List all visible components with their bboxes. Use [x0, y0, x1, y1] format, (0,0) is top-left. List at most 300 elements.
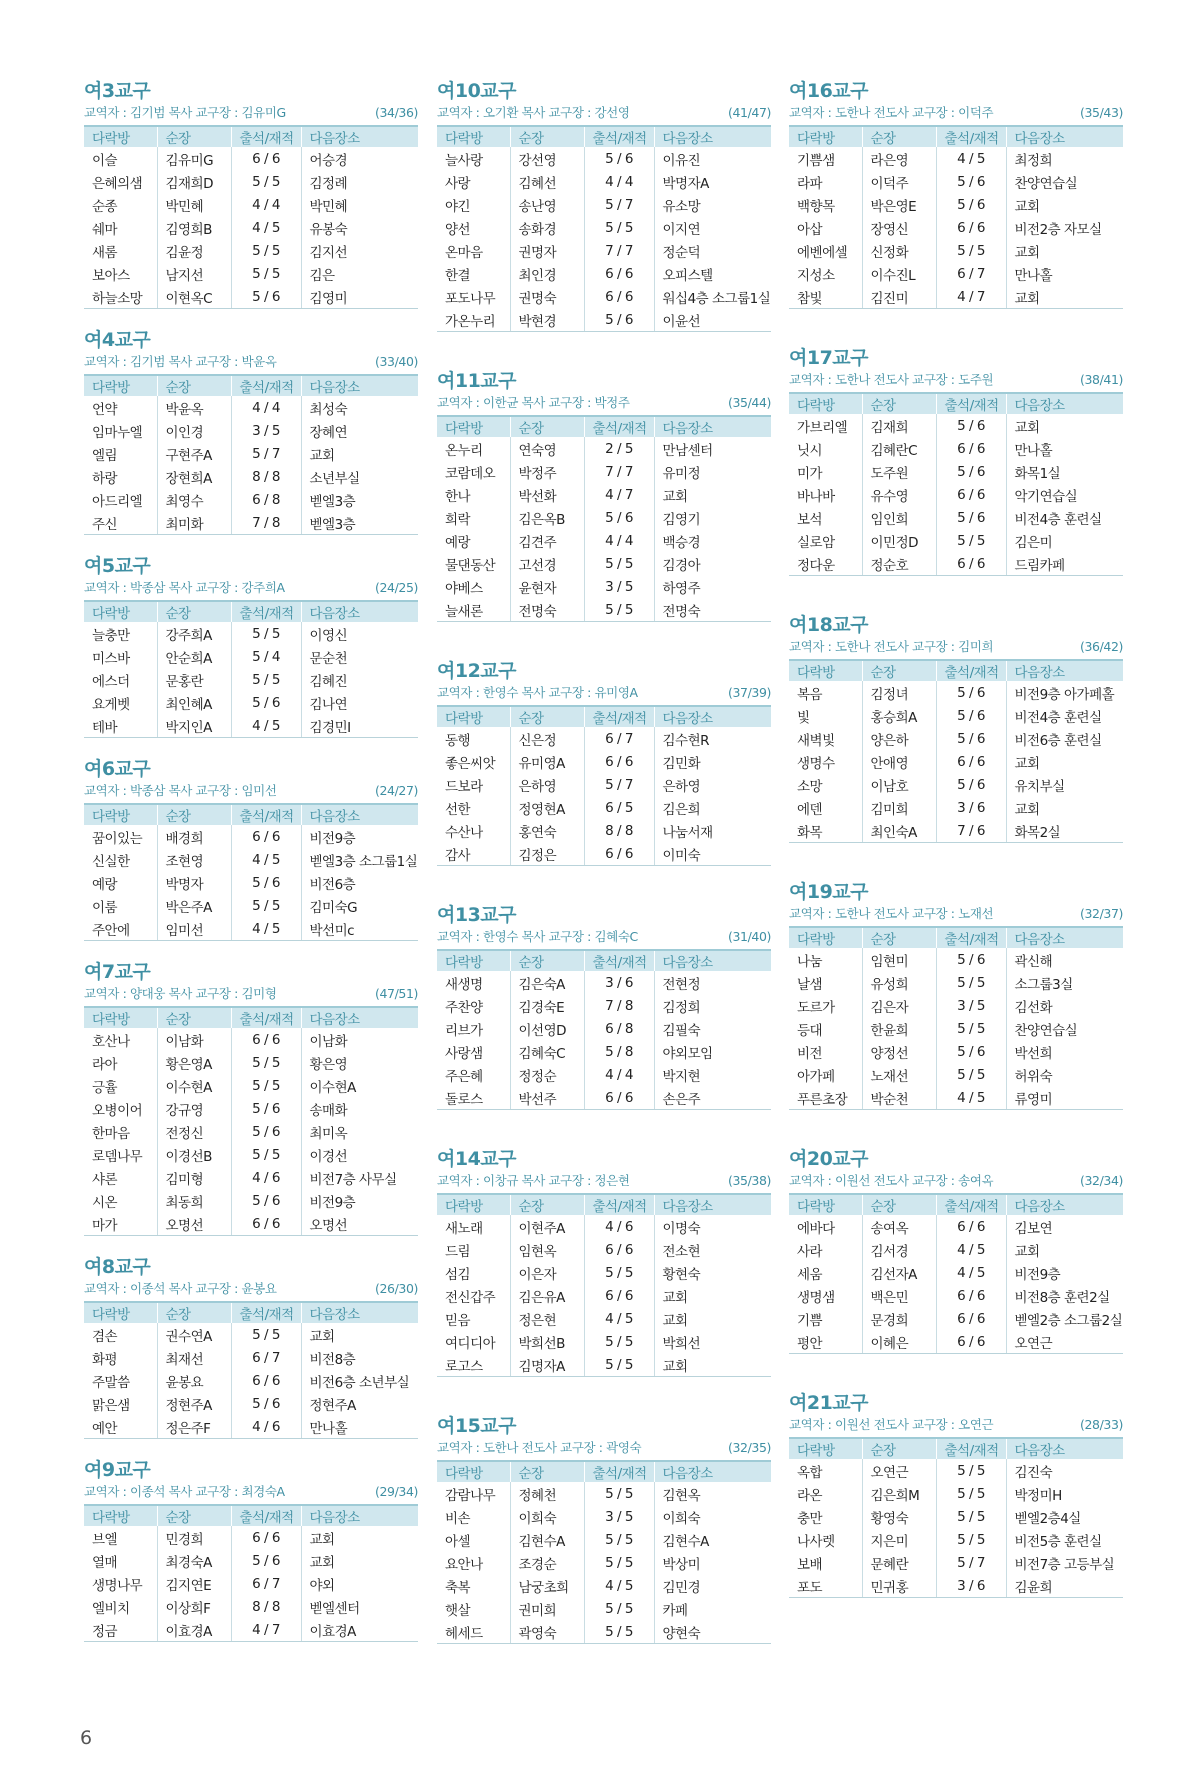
- district-leaders: 교역자 : 오기환 목사 교구장 : 강선영: [437, 105, 630, 120]
- group-name: 희락: [445, 511, 471, 528]
- group-name: 믿음: [445, 1312, 471, 1329]
- group-name: 헤세드: [437, 1620, 510, 1644]
- group-name: 보배: [797, 1556, 823, 1573]
- district-count: (36/42): [1080, 639, 1123, 654]
- district-table: [84, 374, 418, 535]
- leader-name: 오명선: [157, 1212, 231, 1236]
- attendance: 5 / 5: [584, 598, 654, 622]
- leader-name: 최경숙A: [157, 1549, 231, 1572]
- attendance: 7 / 7: [584, 239, 654, 262]
- table-row: [789, 681, 1123, 704]
- next-location: 박민혜: [301, 193, 418, 216]
- group-name: 꿈이있는: [92, 830, 143, 847]
- group-name: 순종: [92, 198, 118, 215]
- district-count: (32/35): [728, 1440, 771, 1455]
- district-info: [437, 1172, 771, 1189]
- leader-name: 박은주A: [157, 894, 231, 917]
- table-header-row: [789, 1438, 1123, 1459]
- column-1: [84, 80, 418, 1662]
- leader-name: 민귀홍: [862, 1574, 936, 1598]
- leader-name: 이희숙: [510, 1505, 584, 1528]
- district-info: [437, 1439, 771, 1456]
- attendance: 4 / 7: [231, 1618, 301, 1642]
- leader-name: 정은현: [510, 1307, 584, 1330]
- table-row: [84, 1549, 418, 1572]
- attendance: 6 / 6: [584, 285, 654, 308]
- attendance: 6 / 6: [584, 842, 654, 866]
- table-row: [437, 1086, 771, 1110]
- column-header: 다락방: [84, 1302, 157, 1323]
- attendance: 5 / 5: [584, 1620, 654, 1644]
- district-block: [789, 80, 1123, 309]
- next-location: 이경선: [301, 1143, 418, 1166]
- next-location: 워십4층 소그룹1실: [654, 285, 771, 308]
- group-name: 기쁨: [797, 1312, 823, 1329]
- leader-name: 홍승희A: [862, 704, 936, 727]
- group-name: 아셀: [445, 1533, 471, 1550]
- district-info: [437, 394, 771, 411]
- group-name: 이슬: [92, 152, 118, 169]
- leader-name: 최재선: [157, 1346, 231, 1369]
- leader-name: 권미희: [510, 1597, 584, 1620]
- group-name: 하랑: [92, 470, 118, 487]
- attendance: 4 / 4: [584, 1063, 654, 1086]
- attendance: 5 / 6: [584, 506, 654, 529]
- table-header-row: [789, 1194, 1123, 1215]
- table-row: [789, 773, 1123, 796]
- district-leaders: 교역자 : 도한나 전도사 교구장 : 곽영숙: [437, 1440, 642, 1455]
- leader-name: 임미선: [157, 917, 231, 941]
- next-location: 하영주: [654, 575, 771, 598]
- attendance: 5 / 6: [936, 727, 1006, 750]
- next-location: 김윤희: [1006, 1574, 1123, 1598]
- district-leaders: 교역자 : 도한나 전도사 교구장 : 노재선: [789, 906, 994, 921]
- attendance: 5 / 5: [584, 1330, 654, 1353]
- attendance: 6 / 7: [231, 1346, 301, 1369]
- table-row: [789, 1040, 1123, 1063]
- district-info: [437, 684, 771, 701]
- next-location: 악기연습실: [1006, 483, 1123, 506]
- table-row: [789, 1307, 1123, 1330]
- group-name: 전신갑주: [445, 1289, 496, 1306]
- table-row: [84, 216, 418, 239]
- leader-name: 정혜천: [510, 1482, 584, 1505]
- district-count: (47/51): [375, 986, 418, 1001]
- attendance: 3 / 5: [584, 575, 654, 598]
- next-location: 이수현A: [301, 1074, 418, 1097]
- leader-name: 이남호: [862, 773, 936, 796]
- attendance: 7 / 6: [936, 819, 1006, 843]
- attendance: 5 / 6: [231, 1189, 301, 1212]
- district-title: 여19교구: [789, 881, 869, 903]
- column-header: 순장: [510, 416, 584, 437]
- table-row: [437, 971, 771, 994]
- district-table: [84, 125, 418, 309]
- group-name: 등대: [797, 1022, 823, 1039]
- leader-name: 강선영: [510, 147, 584, 170]
- leader-name: 김은옥B: [510, 506, 584, 529]
- group-name: 참빛: [789, 285, 862, 309]
- group-name: 온마음: [445, 244, 483, 261]
- leader-name: 이수진L: [862, 262, 936, 285]
- column-header: 출석/재적: [231, 126, 301, 147]
- leader-name: 양정선: [862, 1040, 936, 1063]
- leader-name: 김경숙E: [510, 994, 584, 1017]
- leader-name: 이수현A: [157, 1074, 231, 1097]
- table-header-row: [84, 375, 418, 396]
- column-header: 다음장소: [1006, 393, 1123, 414]
- table-row: [84, 645, 418, 668]
- next-location: 정순덕: [654, 239, 771, 262]
- next-location: 전명숙: [654, 598, 771, 622]
- group-name: 감람나무: [445, 1487, 496, 1504]
- district-table: [84, 1006, 418, 1236]
- leader-name: 김재희D: [157, 170, 231, 193]
- attendance: 4 / 4: [231, 193, 301, 216]
- district-count: (35/44): [728, 395, 771, 410]
- group-name: 소망: [797, 778, 823, 795]
- table-row: [437, 727, 771, 750]
- leader-name: 김혜숙C: [510, 1040, 584, 1063]
- group-name: 기쁨샘: [797, 152, 835, 169]
- next-location: 이명숙: [654, 1215, 771, 1238]
- column-header: 출석/재적: [231, 601, 301, 622]
- attendance: 7 / 8: [231, 511, 301, 535]
- next-location: 교회: [301, 442, 418, 465]
- attendance: 5 / 6: [936, 193, 1006, 216]
- attendance: 3 / 6: [584, 971, 654, 994]
- leader-name: 노재선: [862, 1063, 936, 1086]
- group-name: 에덴: [797, 801, 823, 818]
- table-row: [437, 1574, 771, 1597]
- table-row: [437, 308, 771, 332]
- district-leaders: 교역자 : 한영수 목사 교구장 : 유미영A: [437, 685, 638, 700]
- column-header: 다락방: [84, 1007, 157, 1028]
- attendance: 8 / 8: [231, 1595, 301, 1618]
- leader-name: 최영수: [157, 488, 231, 511]
- column-header: 순장: [157, 1302, 231, 1323]
- next-location: 교회: [1006, 414, 1123, 437]
- table-row: [437, 1215, 771, 1238]
- leader-name: 박윤옥: [157, 396, 231, 419]
- column-header: 다음장소: [654, 1461, 771, 1482]
- district-block: [84, 1256, 418, 1439]
- attendance: 6 / 6: [231, 1526, 301, 1549]
- district-leaders: 교역자 : 박종삼 목사 교구장 : 강주희A: [84, 580, 285, 595]
- table-row: [437, 1017, 771, 1040]
- group-name: 정다운: [789, 552, 862, 576]
- next-location: 이희숙: [654, 1505, 771, 1528]
- next-location: 비전8층 훈련2실: [1006, 1284, 1123, 1307]
- table-row: [84, 396, 418, 419]
- district-title: 여3교구: [84, 80, 151, 102]
- table-row: [84, 1120, 418, 1143]
- next-location: 만나홀: [1006, 262, 1123, 285]
- attendance: 5 / 5: [231, 170, 301, 193]
- leader-name: 임현옥: [510, 1238, 584, 1261]
- leader-name: 김유미G: [157, 147, 231, 170]
- next-location: 카페: [654, 1597, 771, 1620]
- column-header: 순장: [510, 706, 584, 727]
- next-location: 김경아: [654, 552, 771, 575]
- next-location: 유치부실: [1006, 773, 1123, 796]
- next-location: 비전6층: [301, 871, 418, 894]
- column-header: 다음장소: [654, 706, 771, 727]
- group-name: 날샘: [797, 976, 823, 993]
- next-location: 비전4층 훈련실: [1006, 506, 1123, 529]
- leader-name: 문경희: [862, 1307, 936, 1330]
- table-row: [789, 1238, 1123, 1261]
- column-header: 출석/재적: [584, 1461, 654, 1482]
- group-name: 백향목: [797, 198, 835, 215]
- table-row: [437, 750, 771, 773]
- next-location: 이유진: [654, 147, 771, 170]
- attendance: 5 / 5: [231, 1074, 301, 1097]
- next-location: 야외: [301, 1572, 418, 1595]
- group-name: 엘림: [92, 447, 118, 464]
- attendance: 5 / 5: [936, 1505, 1006, 1528]
- table-row: [789, 704, 1123, 727]
- leader-name: 박정주: [510, 460, 584, 483]
- table-row: [84, 285, 418, 309]
- district-leaders: 교역자 : 도한나 전도사 교구장 : 도주원: [789, 372, 994, 387]
- leader-name: 박민혜: [157, 193, 231, 216]
- group-name: 한결: [445, 267, 471, 284]
- district-block: [84, 1459, 418, 1642]
- leader-name: 한윤희: [862, 1017, 936, 1040]
- attendance: 6 / 6: [231, 825, 301, 848]
- column-header: 출석/재적: [231, 804, 301, 825]
- district-table: [437, 125, 771, 332]
- table-header-row: [84, 1302, 418, 1323]
- attendance: 6 / 6: [936, 437, 1006, 460]
- leader-name: 남지선: [157, 262, 231, 285]
- attendance: 4 / 5: [584, 1307, 654, 1330]
- group-name: 미가: [797, 465, 823, 482]
- group-name: 라아: [92, 1056, 118, 1073]
- group-name: 푸른초장: [789, 1086, 862, 1110]
- next-location: 찬양연습실: [1006, 1017, 1123, 1040]
- group-name: 온누리: [445, 442, 483, 459]
- attendance: 5 / 5: [936, 1063, 1006, 1086]
- district-block: [437, 1415, 771, 1644]
- next-location: 교회: [1006, 285, 1123, 309]
- district-count: (28/33): [1080, 1417, 1123, 1432]
- leader-name: 이민정D: [862, 529, 936, 552]
- attendance: 4 / 5: [231, 216, 301, 239]
- group-name: 화평: [92, 1351, 118, 1368]
- next-location: 이효경A: [301, 1618, 418, 1642]
- next-location: 이지연: [654, 216, 771, 239]
- district-title: 여9교구: [84, 1459, 151, 1481]
- next-location: 김민화: [654, 750, 771, 773]
- attendance: 5 / 7: [231, 442, 301, 465]
- table-row: [789, 971, 1123, 994]
- next-location: 비전9층: [301, 1189, 418, 1212]
- next-location: 소그룹3실: [1006, 971, 1123, 994]
- district-title: 여8교구: [84, 1256, 151, 1278]
- district-info: [789, 905, 1123, 922]
- next-location: 벧엘3층 소그룹1실: [301, 848, 418, 871]
- table-header-row: [84, 601, 418, 622]
- table-row: [789, 1086, 1123, 1110]
- attendance: 5 / 7: [584, 193, 654, 216]
- group-name: 아드리엘: [92, 493, 143, 510]
- attendance: 3 / 5: [936, 994, 1006, 1017]
- column-header: 순장: [862, 126, 936, 147]
- next-location: 벧엘센터: [301, 1595, 418, 1618]
- table-row: [789, 1505, 1123, 1528]
- leader-name: 은하영: [510, 773, 584, 796]
- next-location: 벧엘3층: [301, 488, 418, 511]
- table-row: [84, 1028, 418, 1051]
- district-count: (24/27): [375, 783, 418, 798]
- next-location: 김수현R: [654, 727, 771, 750]
- district-table: [437, 1193, 771, 1377]
- group-name: 축복: [445, 1579, 471, 1596]
- column-header: 다락방: [437, 1461, 510, 1482]
- group-name: 여디디아: [445, 1335, 496, 1352]
- group-name: 신실한: [92, 853, 130, 870]
- table-row: [437, 819, 771, 842]
- table-row: [437, 262, 771, 285]
- group-name: 사라: [797, 1243, 823, 1260]
- district-leaders: 교역자 : 이한균 목사 교구장 : 박정주: [437, 395, 630, 410]
- attendance: 5 / 5: [231, 894, 301, 917]
- table-row: [789, 262, 1123, 285]
- district-table: [789, 392, 1123, 576]
- attendance: 6 / 7: [936, 262, 1006, 285]
- attendance: 5 / 6: [584, 308, 654, 332]
- table-row: [437, 1551, 771, 1574]
- next-location: 교회: [301, 1323, 418, 1346]
- next-location: 박상미: [654, 1551, 771, 1574]
- column-header: 순장: [157, 804, 231, 825]
- table-header-row: [789, 927, 1123, 948]
- district-block: [789, 347, 1123, 576]
- leader-name: 박지인A: [157, 714, 231, 738]
- column-header: 순장: [862, 660, 936, 681]
- leader-name: 최인숙A: [862, 819, 936, 843]
- leader-name: 황은영A: [157, 1051, 231, 1074]
- table-row: [84, 1415, 418, 1439]
- district-title: 여7교구: [84, 961, 151, 983]
- leader-name: 송화경: [510, 216, 584, 239]
- group-name: 늘사랑: [445, 152, 483, 169]
- group-name: 늘새론: [437, 598, 510, 622]
- district-table: [789, 1437, 1123, 1598]
- next-location: 비전5층 훈련실: [1006, 1528, 1123, 1551]
- next-location: 김보연: [1006, 1215, 1123, 1238]
- leader-name: 김혜선: [510, 170, 584, 193]
- district-leaders: 교역자 : 한영수 목사 교구장 : 김혜숙C: [437, 929, 638, 944]
- table-row: [84, 1346, 418, 1369]
- table-header-row: [84, 1505, 418, 1526]
- next-location: 김현수A: [654, 1528, 771, 1551]
- attendance: 5 / 5: [936, 239, 1006, 262]
- leader-name: 정현주A: [157, 1392, 231, 1415]
- next-location: 김경민I: [301, 714, 418, 738]
- table-row: [84, 147, 418, 170]
- next-location: 화목2실: [1006, 819, 1123, 843]
- leader-name: 황영숙: [862, 1505, 936, 1528]
- next-location: 비전9층 아가페홀: [1006, 681, 1123, 704]
- district-block: [437, 904, 771, 1110]
- table-row: [84, 239, 418, 262]
- next-location: 교회: [654, 1284, 771, 1307]
- next-location: 김지선: [301, 239, 418, 262]
- attendance: 4 / 5: [231, 848, 301, 871]
- district-table: [789, 659, 1123, 843]
- district-table: [789, 1193, 1123, 1354]
- attendance: 5 / 6: [936, 704, 1006, 727]
- district-count: (37/39): [728, 685, 771, 700]
- group-name: 은혜의샘: [92, 175, 143, 192]
- district-table: [437, 949, 771, 1110]
- table-row: [84, 442, 418, 465]
- table-row: [84, 894, 418, 917]
- group-name: 감사: [437, 842, 510, 866]
- district-title: 여18교구: [789, 614, 869, 636]
- next-location: 김은: [301, 262, 418, 285]
- district-count: (29/34): [375, 1484, 418, 1499]
- column-header: 순장: [510, 950, 584, 971]
- column-header: 다음장소: [1006, 927, 1123, 948]
- column-header: 다락방: [437, 1194, 510, 1215]
- attendance: 5 / 5: [584, 1353, 654, 1377]
- attendance: 5 / 8: [584, 1040, 654, 1063]
- group-name: 라파: [797, 175, 823, 192]
- table-row: [789, 1482, 1123, 1505]
- leader-name: 윤봉요: [157, 1369, 231, 1392]
- table-row: [84, 1189, 418, 1212]
- district-block: [84, 329, 418, 535]
- table-row: [437, 529, 771, 552]
- leader-name: 이현주A: [510, 1215, 584, 1238]
- group-name: 가브리엘: [797, 419, 848, 436]
- attendance: 5 / 5: [231, 1323, 301, 1346]
- district-count: (32/34): [1080, 1173, 1123, 1188]
- next-location: 김현옥: [654, 1482, 771, 1505]
- table-header-row: [84, 126, 418, 147]
- district-info: [84, 353, 418, 370]
- attendance: 7 / 8: [584, 994, 654, 1017]
- district-block: [84, 961, 418, 1236]
- table-row: [84, 465, 418, 488]
- attendance: 8 / 8: [231, 465, 301, 488]
- leader-name: 이인경: [157, 419, 231, 442]
- district-count: (32/37): [1080, 906, 1123, 921]
- next-location: 교회: [654, 483, 771, 506]
- leader-name: 전명숙: [510, 598, 584, 622]
- district-title: 여10교구: [437, 80, 517, 102]
- attendance: 5 / 4: [231, 645, 301, 668]
- leader-name: 조경순: [510, 1551, 584, 1574]
- column-header: 출석/재적: [231, 375, 301, 396]
- district-title: 여5교구: [84, 555, 151, 577]
- table-row: [789, 147, 1123, 170]
- district-info: [84, 985, 418, 1002]
- group-name: 충만: [797, 1510, 823, 1527]
- next-location: 허위숙: [1006, 1063, 1123, 1086]
- column-header: 다음장소: [654, 416, 771, 437]
- attendance: 7 / 7: [584, 460, 654, 483]
- next-location: 박선미c: [301, 917, 418, 941]
- group-name: 새생명: [445, 976, 483, 993]
- district-title: 여15교구: [437, 1415, 517, 1437]
- table-row: [84, 1051, 418, 1074]
- district-count: (33/40): [375, 354, 418, 369]
